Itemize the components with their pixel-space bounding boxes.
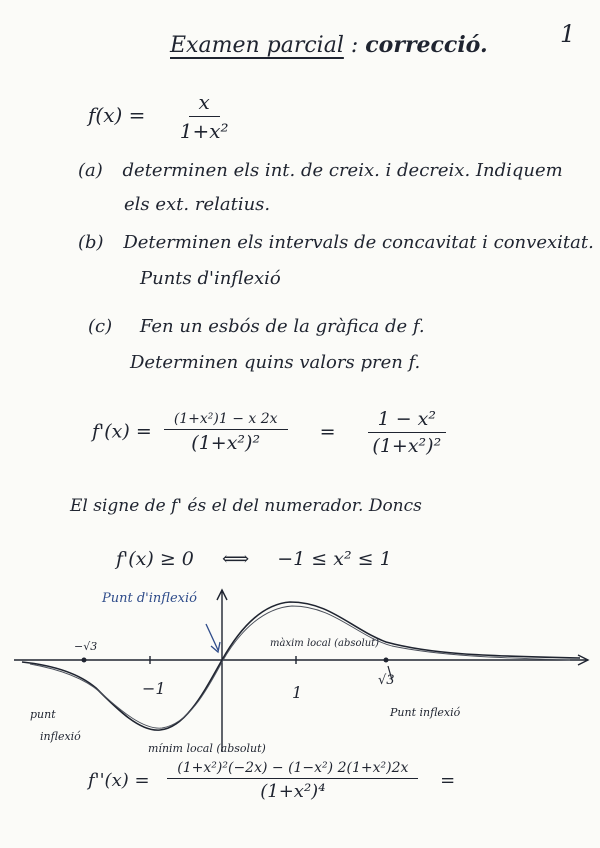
- second-derivative-numerator: (1+x²)²(−2x) − (1−x²) 2(1+x²)2x: [167, 760, 418, 779]
- title-colon: :: [350, 33, 359, 58]
- label-min: mínim local (absolut): [148, 742, 266, 755]
- label-inflex-right: Punt inflexió: [390, 706, 461, 719]
- inequality: [116, 548, 392, 570]
- derivative-equals: =: [319, 420, 336, 443]
- question-c-line1: Fen un esbós de la gràfica de f.: [139, 316, 425, 337]
- question-a-label: (a): [78, 160, 103, 181]
- question-a-line1: determinen els int. de creix. i decreix. Indiquem: [122, 160, 563, 181]
- derivative-numerator: (1+x²)1 − x 2x: [164, 411, 288, 430]
- question-c-label: (c): [88, 316, 113, 337]
- point-neg-sqrt3: [82, 658, 87, 663]
- label-inflex-left-1: punt: [30, 708, 56, 721]
- inequality-lhs: f'(x) ≥ 0: [116, 548, 194, 570]
- function-denominator: 1+x²: [179, 119, 229, 143]
- title-main: Examen parcial: [170, 33, 344, 58]
- label-inflection-top: Punt d'inflexió: [102, 591, 197, 606]
- question-a: [78, 160, 563, 181]
- point-pos-sqrt3: [384, 658, 389, 663]
- question-c: [88, 316, 425, 337]
- question-b-line2: Punts d'inflexió: [140, 268, 281, 289]
- derivative-formula: [92, 408, 446, 457]
- label-pos-sqrt3: √3: [378, 673, 395, 688]
- question-a-line2: els ext. relatius.: [124, 194, 271, 215]
- second-derivative-formula: [88, 760, 455, 802]
- second-derivative-equals: =: [440, 770, 456, 791]
- label-inflex-left-2: inflexió: [40, 730, 81, 743]
- label-max: màxim local (absolut): [270, 638, 380, 649]
- label-tick-pos1: 1: [292, 683, 303, 702]
- page-title: [170, 32, 488, 58]
- question-b-line1: Determinen els intervals de concavitat i convexitat.: [123, 232, 594, 253]
- question-c-line2: Determinen quins valors pren f.: [130, 352, 421, 373]
- derivative-lhs: f'(x) =: [92, 420, 152, 443]
- question-b: [78, 232, 594, 253]
- label-neg-sqrt3: −√3: [74, 640, 98, 653]
- function-lhs: f(x) =: [88, 103, 146, 127]
- second-derivative-denominator: (1+x²)⁴: [260, 781, 326, 802]
- function-definition: [88, 90, 229, 143]
- title-tag: correcció.: [365, 32, 488, 58]
- derivative-denominator-simplified: (1+x²)²: [372, 435, 442, 457]
- question-b-label: (b): [78, 232, 104, 253]
- page-number: 1: [560, 20, 576, 48]
- inequality-arrow: ⟺: [221, 548, 250, 570]
- curve-f: [22, 602, 580, 730]
- inequality-rhs: −1 ≤ x² ≤ 1: [277, 548, 392, 570]
- label-tick-neg1: −1: [142, 679, 166, 698]
- derivative-numerator-simplified: 1 − x²: [368, 408, 446, 433]
- function-numerator: x: [189, 90, 220, 117]
- curve-f-retrace: [30, 606, 570, 728]
- second-derivative-lhs: f''(x) =: [88, 770, 150, 791]
- graph-sketch: [0, 580, 600, 760]
- sign-note: El signe de f' és el del numerador. Doncs: [70, 496, 422, 516]
- derivative-denominator: (1+x²)²: [191, 432, 261, 454]
